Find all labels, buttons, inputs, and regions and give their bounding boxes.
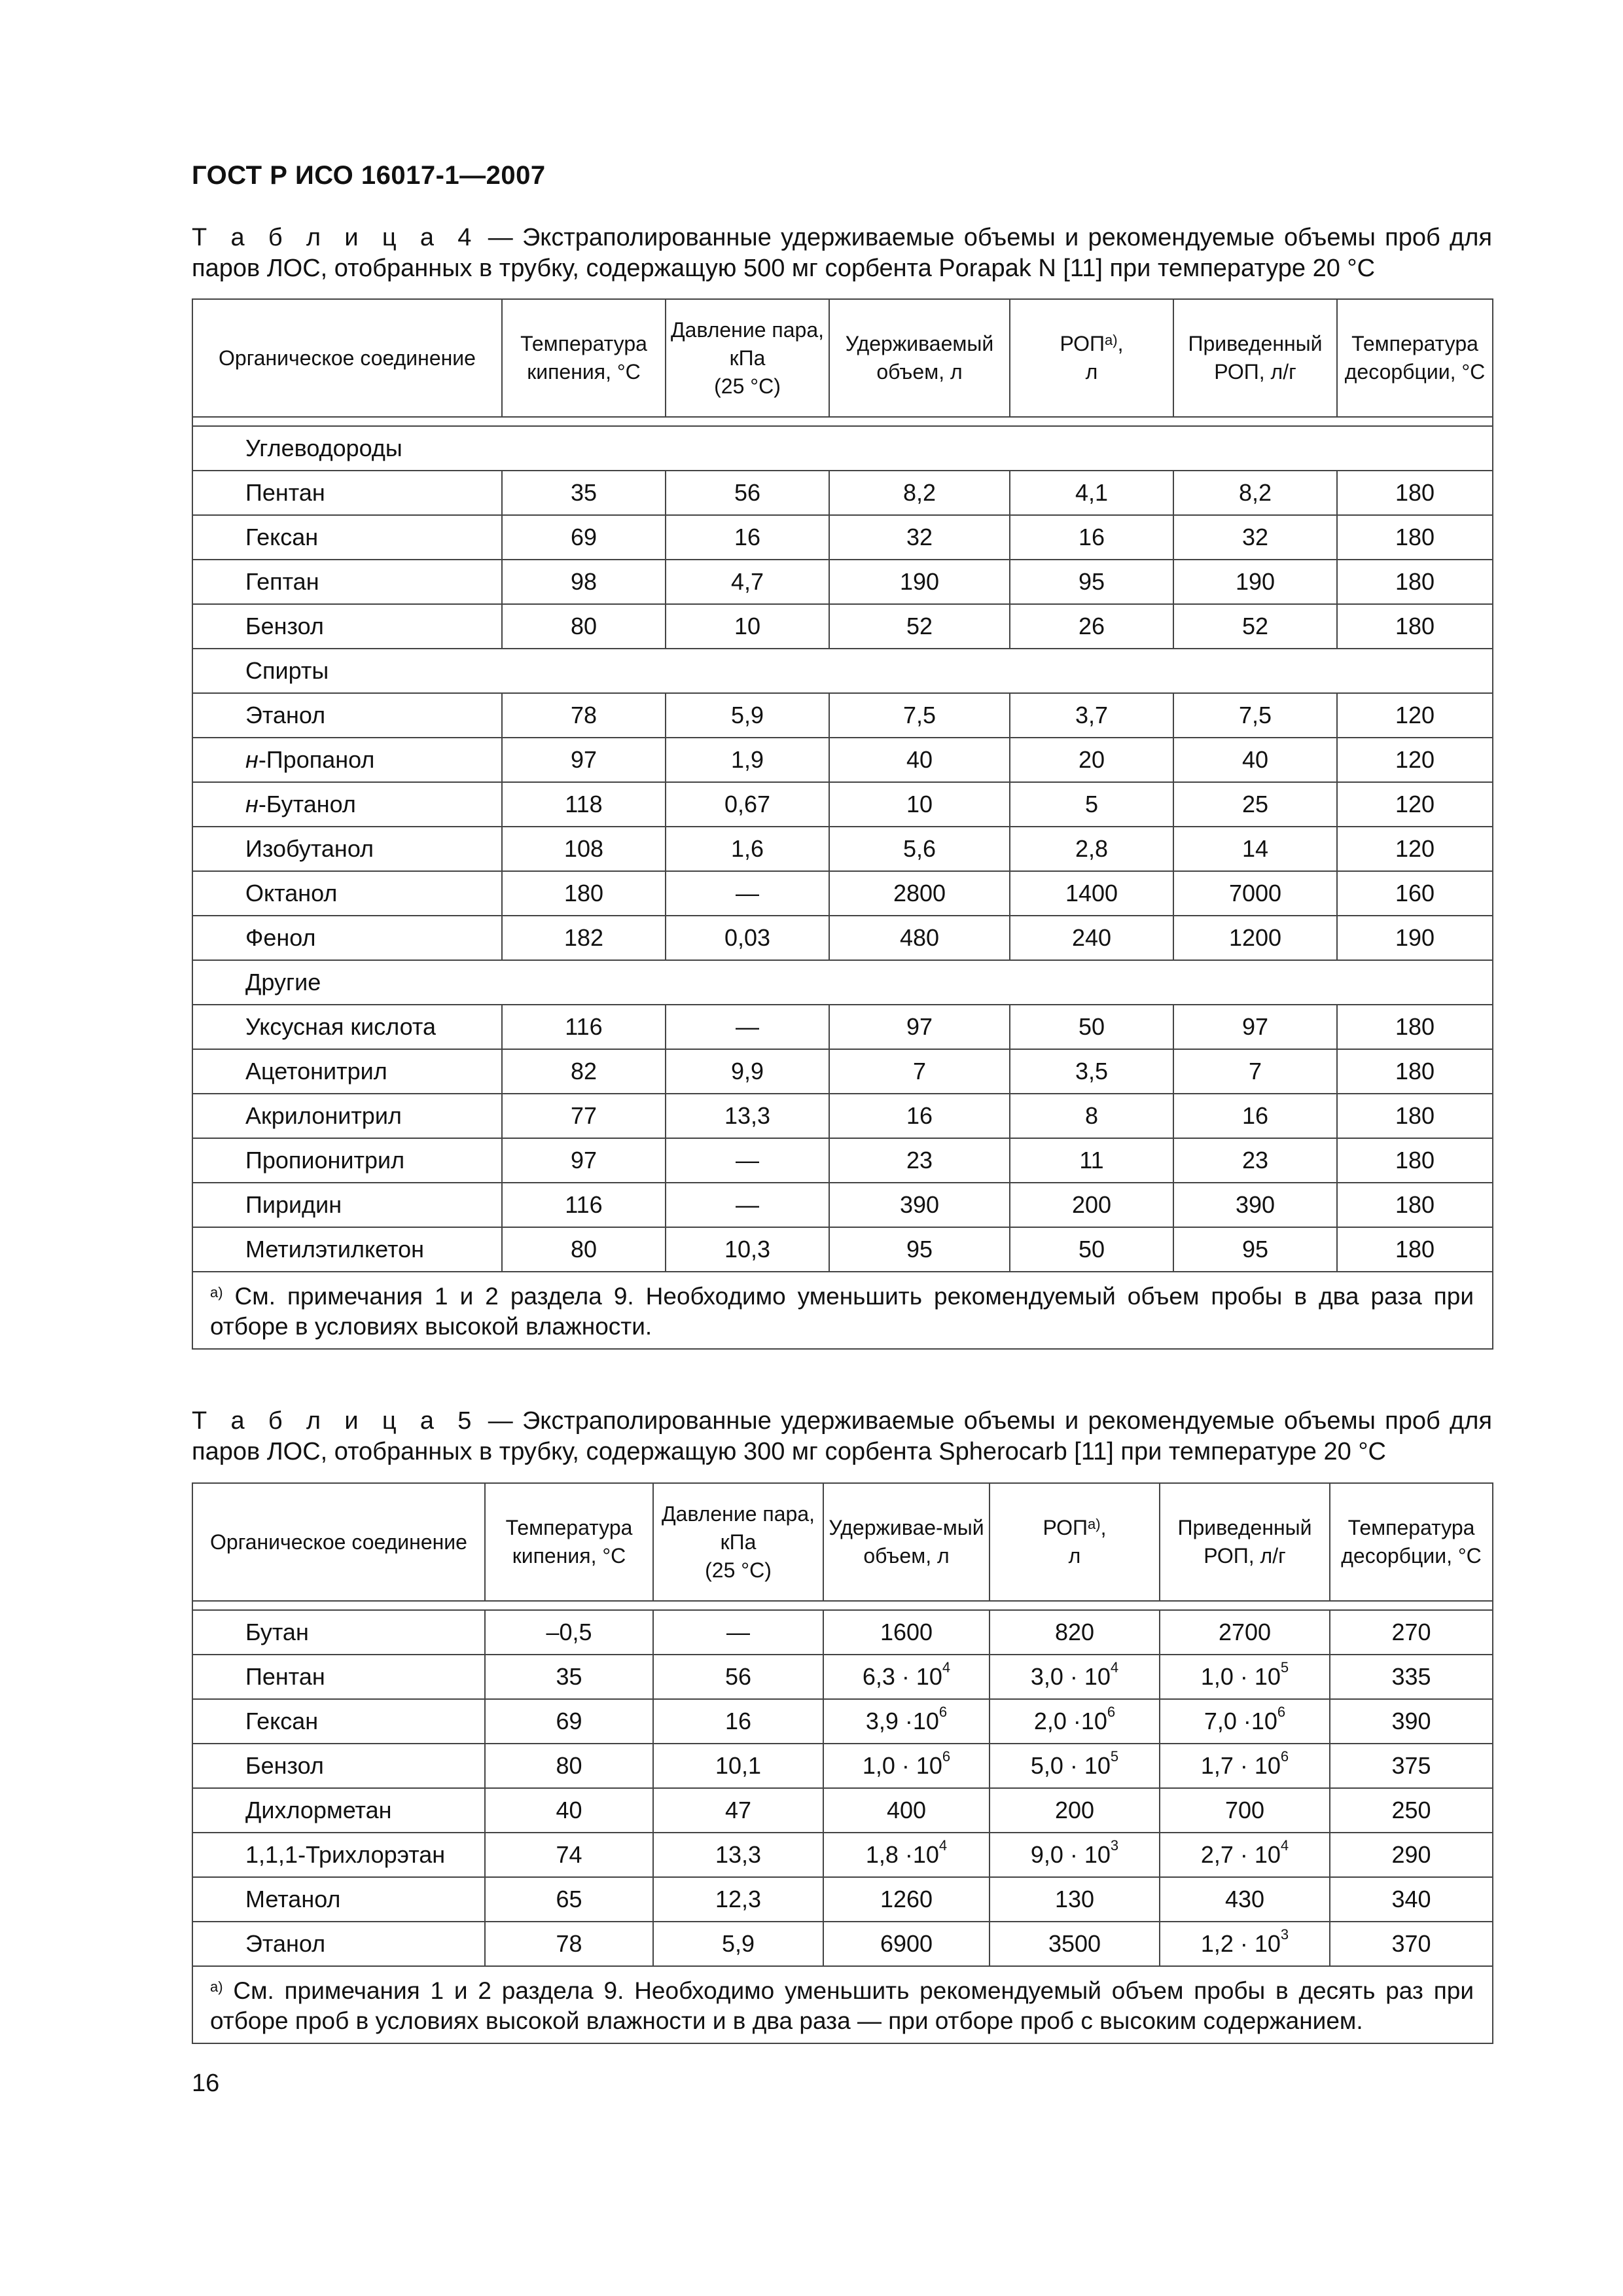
table4-cell: 82	[502, 1049, 666, 1094]
table4	[192, 298, 1493, 1350]
table4-col-pressure	[666, 299, 829, 417]
table-row	[192, 1833, 1493, 1877]
table5-cell-compound: Гексан	[192, 1699, 485, 1744]
table5-col-retention: Удерживае-мый объем, л	[823, 1483, 990, 1601]
table5-cell	[1160, 1744, 1330, 1788]
table4-cell: 2800	[829, 871, 1010, 916]
table5-cell-value: 400	[886, 1797, 927, 1823]
table5-cell-exponent: 5	[1280, 1659, 1289, 1676]
table5-caption	[192, 1406, 1492, 1467]
table4-cell: 11	[1010, 1138, 1173, 1183]
page-number: 16	[192, 2070, 220, 2097]
table4-cell-compound: Уксусная кислота	[192, 1005, 502, 1049]
table4-cell: 95	[1010, 560, 1173, 604]
table4-cell: 7	[1173, 1049, 1337, 1094]
table5-cell: 10,1	[653, 1744, 823, 1788]
table-row	[192, 515, 1493, 560]
table4-cell: 77	[502, 1094, 666, 1138]
table4-caption-lead: Т а б л и ц а 4	[192, 224, 479, 251]
table4-cell: 16	[666, 515, 829, 560]
table4-cell: 16	[829, 1094, 1010, 1138]
table5-cell-value: 2700	[1218, 1619, 1272, 1645]
table5-cell	[990, 1744, 1160, 1788]
table4-cell: 116	[502, 1005, 666, 1049]
table4-cell: 120	[1337, 738, 1493, 782]
table4-cell: 180	[1337, 1138, 1493, 1183]
table4-col-boiling: Температура кипения, °C	[502, 299, 666, 417]
table5-cell: 250	[1330, 1788, 1493, 1833]
table4-cell: 56	[666, 471, 829, 515]
table4-footnote-mark: а)	[210, 1284, 223, 1300]
table5-cell: 80	[485, 1744, 653, 1788]
table4-cell: 120	[1337, 827, 1493, 871]
table-row	[192, 604, 1493, 649]
table5-caption-text: — Экстраполированные удерживаемые объемы и рекомендуемые объемы проб для паров ЛОС, отобранных в трубку, содержащую 300 мг сорбента Spherocarb [11] при температуре 20 °C	[192, 1407, 1492, 1465]
table4-cell: 390	[829, 1183, 1010, 1227]
table4-cell: 180	[1337, 604, 1493, 649]
table4-header-row	[192, 299, 1493, 417]
table4-cell-compound: Бензол	[192, 604, 502, 649]
table5-separator	[192, 1601, 1493, 1610]
table4-cell: 97	[502, 738, 666, 782]
table4-cell-compound	[192, 738, 502, 782]
table4-cell: 26	[1010, 604, 1173, 649]
table-row	[192, 1005, 1493, 1049]
table5-cell-exponent: 4	[1280, 1837, 1289, 1854]
table4-group-row	[192, 426, 1493, 471]
table5-cell-mantissa: 9,0 · 10	[1030, 1841, 1111, 1868]
table5-cell-value: 1260	[880, 1886, 933, 1912]
table-row	[192, 1049, 1493, 1094]
table5-cell	[823, 1788, 990, 1833]
table4-cell: 1200	[1173, 916, 1337, 960]
table4-cell: 180	[1337, 1094, 1493, 1138]
table4-cell: 120	[1337, 782, 1493, 827]
table4-group-label: Спирты	[192, 649, 1493, 693]
table4-group-row	[192, 960, 1493, 1005]
table4-cell: 20	[1010, 738, 1173, 782]
table5-cell: 78	[485, 1922, 653, 1966]
table4-cell: 23	[829, 1138, 1010, 1183]
table4-cell: 200	[1010, 1183, 1173, 1227]
table5-cell: 13,3	[653, 1833, 823, 1877]
table5-cell	[823, 1655, 990, 1699]
table5-cell: 12,3	[653, 1877, 823, 1922]
table5-cell-exponent: 3	[1110, 1837, 1119, 1854]
table4-cell: 98	[502, 560, 666, 604]
table4-cell: 52	[1173, 604, 1337, 649]
table-row	[192, 1655, 1493, 1699]
table5-cell: 370	[1330, 1922, 1493, 1966]
table5-footnote-mark: а)	[210, 1979, 223, 1995]
document-header: ГОСТ Р ИСО 16017-1—2007	[192, 161, 546, 190]
table4-col-retention: Удерживаемый объем, л	[829, 299, 1010, 417]
table5-cell-mantissa: 5,0 · 10	[1030, 1752, 1111, 1779]
table5-cell-compound: Метанол	[192, 1877, 485, 1922]
table4-cell: 180	[1337, 471, 1493, 515]
table5-cell: 35	[485, 1655, 653, 1699]
table4-cell: 180	[1337, 560, 1493, 604]
table5-cell: 69	[485, 1699, 653, 1744]
table4-cell: 9,9	[666, 1049, 829, 1094]
table5-cell-mantissa: 1,0 · 10	[862, 1752, 942, 1779]
table-row	[192, 471, 1493, 515]
table5-cell-compound: Бензол	[192, 1744, 485, 1788]
table5-cell: 40	[485, 1788, 653, 1833]
table5-cell: 375	[1330, 1744, 1493, 1788]
table5-cell-compound: Дихлорметан	[192, 1788, 485, 1833]
table-row	[192, 782, 1493, 827]
table4-italic-prefix: н	[245, 746, 259, 773]
table4-cell: —	[666, 1138, 829, 1183]
table4-cell: 240	[1010, 916, 1173, 960]
table4-cell: 13,3	[666, 1094, 829, 1138]
table4-cell-compound: Фенол	[192, 916, 502, 960]
table5-cell	[1160, 1833, 1330, 1877]
table5-cell-mantissa: 6,3 · 10	[862, 1663, 942, 1690]
table4-caption-text: — Экстраполированные удерживаемые объемы и рекомендуемые объемы проб для паров ЛОС, отобранных в трубку, содержащую 500 мг сорбента Porapak N [11] при температуре 20 °C	[192, 224, 1492, 282]
table4-cell: 7	[829, 1049, 1010, 1094]
table4-cell: 97	[829, 1005, 1010, 1049]
table5-cell	[1160, 1922, 1330, 1966]
table5-cell-compound: Пентан	[192, 1655, 485, 1699]
table5-cell-compound: 1,1,1-Трихлорэтан	[192, 1833, 485, 1877]
table4-cell: 180	[502, 871, 666, 916]
table5-cell-mantissa: 1,8 ·10	[865, 1841, 939, 1868]
table4-cell: 32	[829, 515, 1010, 560]
table5-cell-mantissa: 1,7 · 10	[1200, 1752, 1281, 1779]
table4-cell: 25	[1173, 782, 1337, 827]
table4-cell: 95	[1173, 1227, 1337, 1272]
table4-cell: 120	[1337, 693, 1493, 738]
table5-col-pressure	[653, 1483, 823, 1601]
table4-caption	[192, 223, 1492, 284]
table4-cell: 0,03	[666, 916, 829, 960]
table-row	[192, 1138, 1493, 1183]
table-row	[192, 1183, 1493, 1227]
table4-cell: 108	[502, 827, 666, 871]
table4-cell: 5	[1010, 782, 1173, 827]
table-row	[192, 1094, 1493, 1138]
table4-col-pressure-label: Давление пара, кПа	[670, 317, 825, 370]
table5-cell: –0,5	[485, 1610, 653, 1655]
table5-cell	[990, 1922, 1160, 1966]
table4-cell: 1400	[1010, 871, 1173, 916]
table4-cell: 50	[1010, 1005, 1173, 1049]
table4-col-rop-sup: а)	[1105, 332, 1118, 348]
table4-cell-compound-text: -Бутанол	[258, 791, 356, 817]
table5-cell: 16	[653, 1699, 823, 1744]
table5-cell-mantissa: 7,0 ·10	[1204, 1708, 1277, 1734]
table-row	[192, 916, 1493, 960]
table4-cell: 95	[829, 1227, 1010, 1272]
table5-cell-mantissa: 3,9 ·10	[865, 1708, 939, 1734]
table4-cell: 190	[1337, 916, 1493, 960]
table4-cell-compound: Пентан	[192, 471, 502, 515]
table5-cell: 340	[1330, 1877, 1493, 1922]
table4-col-rop: $РОП^{а)}$, л	[1010, 299, 1173, 417]
table-row	[192, 1877, 1493, 1922]
table5-cell-exponent: 6	[938, 1704, 948, 1720]
table4-footnote	[192, 1272, 1493, 1349]
table5-cell-value: 1600	[880, 1619, 933, 1645]
table4-cell: 190	[829, 560, 1010, 604]
table5-cell-value: 130	[1054, 1886, 1095, 1912]
table4-cell: 80	[502, 604, 666, 649]
table4-cell: 7,5	[1173, 693, 1337, 738]
table4-group-label: Углеводороды	[192, 426, 1493, 471]
table4-cell-compound: Метилэтилкетон	[192, 1227, 502, 1272]
table4-cell: 7,5	[829, 693, 1010, 738]
table5-cell	[823, 1610, 990, 1655]
table4-cell: 23	[1173, 1138, 1337, 1183]
table4-cell: 10	[829, 782, 1010, 827]
table4-cell-compound: Пропионитрил	[192, 1138, 502, 1183]
table5-cell: 65	[485, 1877, 653, 1922]
table-row	[192, 871, 1493, 916]
table5-col-rop-sup: а)	[1088, 1516, 1101, 1532]
table4-col-reduced: Приведенный РОП, л/г	[1173, 299, 1337, 417]
table5-col-reduced: Приведенный РОП, л/г	[1160, 1483, 1330, 1601]
table4-cell: 7000	[1173, 871, 1337, 916]
table4-cell: 16	[1010, 515, 1173, 560]
table5-cell: —	[653, 1610, 823, 1655]
table4-cell: 40	[1173, 738, 1337, 782]
table5-footnote	[192, 1966, 1493, 2043]
table5-cell	[1160, 1788, 1330, 1833]
table5-cell-exponent: 6	[1280, 1748, 1289, 1765]
table4-col-rop-label: РОП	[1060, 332, 1105, 355]
table5-cell-exponent: 5	[1110, 1748, 1119, 1765]
table-row	[192, 1788, 1493, 1833]
table4-col-rop-unit: л	[1085, 360, 1098, 384]
table5-col-desorption: Температура десорбции, °C	[1330, 1483, 1493, 1601]
table4-cell: 10,3	[666, 1227, 829, 1272]
table5-cell-mantissa: 1,2 · 10	[1200, 1930, 1281, 1957]
table4-cell: 5,6	[829, 827, 1010, 871]
table4-cell: 8	[1010, 1094, 1173, 1138]
table4-cell: 190	[1173, 560, 1337, 604]
table5-cell	[1160, 1699, 1330, 1744]
table4-cell: —	[666, 871, 829, 916]
table4-cell: 160	[1337, 871, 1493, 916]
table4-cell: 390	[1173, 1183, 1337, 1227]
table5-cell: 56	[653, 1655, 823, 1699]
table4-footnote-text: См. примечания 1 и 2 раздела 9. Необходимо уменьшить рекомендуемый объем пробы в два раза при отборе в условиях высокой влажности.	[210, 1283, 1474, 1340]
table4-cell: 32	[1173, 515, 1337, 560]
table5-cell: 290	[1330, 1833, 1493, 1877]
table5-cell	[1160, 1655, 1330, 1699]
table5-cell-mantissa: 3,0 · 10	[1030, 1663, 1111, 1690]
table4-cell-compound	[192, 782, 502, 827]
table-row	[192, 1699, 1493, 1744]
table5-col-compound: Органическое соединение	[192, 1483, 485, 1601]
table4-group-label: Другие	[192, 960, 1493, 1005]
table5	[192, 1482, 1493, 2044]
table4-cell-compound: Гептан	[192, 560, 502, 604]
table4-cell-compound: Акрилонитрил	[192, 1094, 502, 1138]
table4-cell: 5,9	[666, 693, 829, 738]
table4-cell: —	[666, 1183, 829, 1227]
table4-cell: 1,9	[666, 738, 829, 782]
table5-footnote-text: См. примечания 1 и 2 раздела 9. Необходимо уменьшить рекомендуемый объем пробы в десять раз при отборе проб в условиях высокой влажности и в два раза — при отборе проб с высоким содержанием.	[210, 1977, 1474, 2034]
table4-col-desorption: Температура десорбции, °C	[1337, 299, 1493, 417]
table4-cell-compound-text: -Пропанол	[258, 746, 375, 773]
table5-cell	[990, 1655, 1160, 1699]
table5-cell-exponent: 3	[1280, 1926, 1289, 1943]
table5-col-boiling: Температура кипения, °C	[485, 1483, 653, 1601]
table4-cell: 116	[502, 1183, 666, 1227]
table-row	[192, 1922, 1493, 1966]
table5-header-row	[192, 1483, 1493, 1601]
table5-cell	[823, 1699, 990, 1744]
table5-cell	[990, 1788, 1160, 1833]
table5-col-rop-unit: л	[1068, 1544, 1081, 1568]
table5-caption-lead: Т а б л и ц а 5	[192, 1407, 479, 1435]
table4-italic-prefix: н	[245, 791, 259, 817]
table5-cell	[990, 1610, 1160, 1655]
table5-col-pressure-label: Давление пара, кПа	[661, 1501, 815, 1554]
table5-cell: 390	[1330, 1699, 1493, 1744]
table4-col-compound: Органическое соединение	[192, 299, 502, 417]
table-row	[192, 1610, 1493, 1655]
table4-cell: —	[666, 1005, 829, 1049]
table4-cell: 78	[502, 693, 666, 738]
table5-cell	[990, 1877, 1160, 1922]
table5-cell	[823, 1833, 990, 1877]
table5-cell	[823, 1877, 990, 1922]
table4-cell: 0,67	[666, 782, 829, 827]
table5-cell-exponent: 6	[1107, 1704, 1116, 1720]
table-row	[192, 827, 1493, 871]
table5-cell: 74	[485, 1833, 653, 1877]
table5-col-pressure-temp: (25 °C)	[705, 1558, 772, 1582]
table4-cell: 182	[502, 916, 666, 960]
table4-cell: 3,5	[1010, 1049, 1173, 1094]
table4-cell: 69	[502, 515, 666, 560]
table4-cell: 35	[502, 471, 666, 515]
table4-footnote-row	[192, 1272, 1493, 1349]
table4-cell: 180	[1337, 1183, 1493, 1227]
table5-cell-value: 820	[1054, 1619, 1095, 1645]
table4-cell: 40	[829, 738, 1010, 782]
table4-cell: 180	[1337, 1049, 1493, 1094]
table4-cell-compound: Ацетонитрил	[192, 1049, 502, 1094]
table-row	[192, 738, 1493, 782]
table5-cell-value: 430	[1224, 1886, 1265, 1912]
table4-cell: 480	[829, 916, 1010, 960]
table4-cell: 97	[1173, 1005, 1337, 1049]
table5-cell-exponent: 4	[1110, 1659, 1119, 1676]
table4-cell: 3,7	[1010, 693, 1173, 738]
table4-cell: 97	[502, 1138, 666, 1183]
table4-cell-compound: Пиридин	[192, 1183, 502, 1227]
table4-cell-compound: Гексан	[192, 515, 502, 560]
table4-cell: 1,6	[666, 827, 829, 871]
table-row	[192, 1227, 1493, 1272]
table5-cell	[990, 1699, 1160, 1744]
table4-cell: 4,1	[1010, 471, 1173, 515]
table-row	[192, 693, 1493, 738]
table5-cell-exponent: 6	[942, 1748, 951, 1765]
table5-cell-mantissa: 1,0 · 10	[1200, 1663, 1281, 1690]
table4-cell-compound: Этанол	[192, 693, 502, 738]
table4-cell: 118	[502, 782, 666, 827]
table4-cell: 180	[1337, 1005, 1493, 1049]
table4-cell: 180	[1337, 515, 1493, 560]
table5-cell-compound: Этанол	[192, 1922, 485, 1966]
table5-cell-value: 3500	[1048, 1930, 1101, 1957]
table5-cell-compound: Бутан	[192, 1610, 485, 1655]
table5-cell	[1160, 1610, 1330, 1655]
table4-cell: 2,8	[1010, 827, 1173, 871]
table5-cell-mantissa: 2,0 ·10	[1033, 1708, 1107, 1734]
table4-cell: 180	[1337, 1227, 1493, 1272]
table4-cell: 80	[502, 1227, 666, 1272]
table4-cell-compound: Изобутанол	[192, 827, 502, 871]
table5-cell-exponent: 4	[938, 1837, 948, 1854]
table5-col-rop: $РОП^{а)}$, л	[990, 1483, 1160, 1601]
table4-cell: 16	[1173, 1094, 1337, 1138]
table4-cell: 8,2	[1173, 471, 1337, 515]
table5-cell-value: 200	[1054, 1797, 1095, 1823]
table4-group-row	[192, 649, 1493, 693]
table5-cell: 270	[1330, 1610, 1493, 1655]
table5-cell-exponent: 6	[1277, 1704, 1286, 1720]
table4-cell: 4,7	[666, 560, 829, 604]
table4-cell-compound: Октанол	[192, 871, 502, 916]
table5-cell	[823, 1744, 990, 1788]
table5-cell-exponent: 4	[942, 1659, 951, 1676]
table5-footnote-row	[192, 1966, 1493, 2043]
table4-cell: 50	[1010, 1227, 1173, 1272]
table5-col-rop-label: РОП	[1043, 1516, 1088, 1539]
table4-cell: 52	[829, 604, 1010, 649]
table5-cell-value: 700	[1224, 1797, 1265, 1823]
table5-cell	[990, 1833, 1160, 1877]
table5-cell: 5,9	[653, 1922, 823, 1966]
table5-cell: 335	[1330, 1655, 1493, 1699]
table5-cell-mantissa: 2,7 · 10	[1200, 1841, 1281, 1868]
table4-cell: 8,2	[829, 471, 1010, 515]
table-row	[192, 1744, 1493, 1788]
table5-cell: 47	[653, 1788, 823, 1833]
table4-cell: 14	[1173, 827, 1337, 871]
table5-cell-value: 6900	[880, 1930, 933, 1957]
table4-separator	[192, 417, 1493, 426]
table4-cell: 10	[666, 604, 829, 649]
table-row	[192, 560, 1493, 604]
table5-cell	[823, 1922, 990, 1966]
table5-cell	[1160, 1877, 1330, 1922]
table4-col-pressure-temp: (25 °C)	[714, 374, 781, 398]
